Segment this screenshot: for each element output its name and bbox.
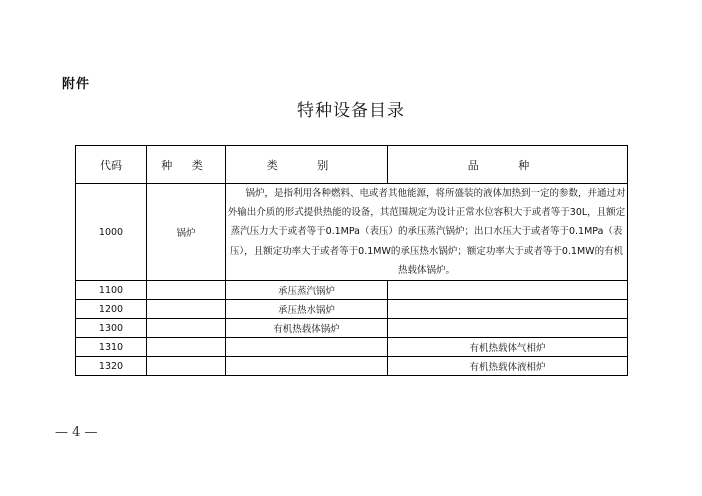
table-row — [76, 184, 628, 281]
header-variety: 品 种 — [388, 146, 628, 184]
row-kind — [147, 338, 226, 357]
table-header-row — [76, 146, 628, 184]
row-code: 1100 — [76, 281, 147, 300]
row-category: 承压蒸汽锅炉 — [226, 281, 388, 300]
page-number: — 4 — — [55, 425, 98, 440]
row-code: 1310 — [76, 338, 147, 357]
row-category — [226, 357, 388, 376]
row-variety — [388, 281, 628, 300]
row-code: 1300 — [76, 319, 147, 338]
attachment-label: 附件 — [62, 77, 91, 92]
row-kind — [147, 357, 226, 376]
row-variety — [388, 319, 628, 338]
row-category — [226, 338, 388, 357]
header-category: 类 别 — [226, 146, 388, 184]
row-kind — [147, 319, 226, 338]
table-row — [76, 319, 628, 338]
row-variety: 有机热载体气相炉 — [388, 338, 628, 357]
row-kind — [147, 300, 226, 319]
row-variety — [388, 300, 628, 319]
boiler-definition: 锅炉，是指利用各种燃料、电或者其他能源，将所盛装的液体加热到一定的参数，并通过对外输出介质的形式提供热能的设备，其范围规定为设计正常水位容积大于或者等于30L，且额定蒸汽压力大于或者等于0.1MPa（表压）的承压蒸汽锅炉；出口水压大于或者等于0.1MPa（表压），且额定功率大于或者等于0.1MW的承压热水锅炉；额定功率大于或者等于0.1MW的有机热载体锅炉。 — [226, 184, 628, 281]
row-code: 1000 — [76, 184, 147, 281]
row-kind — [147, 281, 226, 300]
header-kind: 种 类 — [147, 146, 226, 184]
header-code: 代码 — [76, 146, 147, 184]
table-row — [76, 300, 628, 319]
table-row — [76, 338, 628, 357]
row-code: 1320 — [76, 357, 147, 376]
row-variety: 有机热载体液相炉 — [388, 357, 628, 376]
page-title: 特种设备目录 — [297, 101, 405, 121]
row-category: 承压热水锅炉 — [226, 300, 388, 319]
equipment-catalog-table — [75, 145, 628, 376]
row-category: 有机热载体锅炉 — [226, 319, 388, 338]
table-row — [76, 357, 628, 376]
row-code: 1200 — [76, 300, 147, 319]
table-row — [76, 281, 628, 300]
row-kind: 锅炉 — [147, 184, 226, 281]
